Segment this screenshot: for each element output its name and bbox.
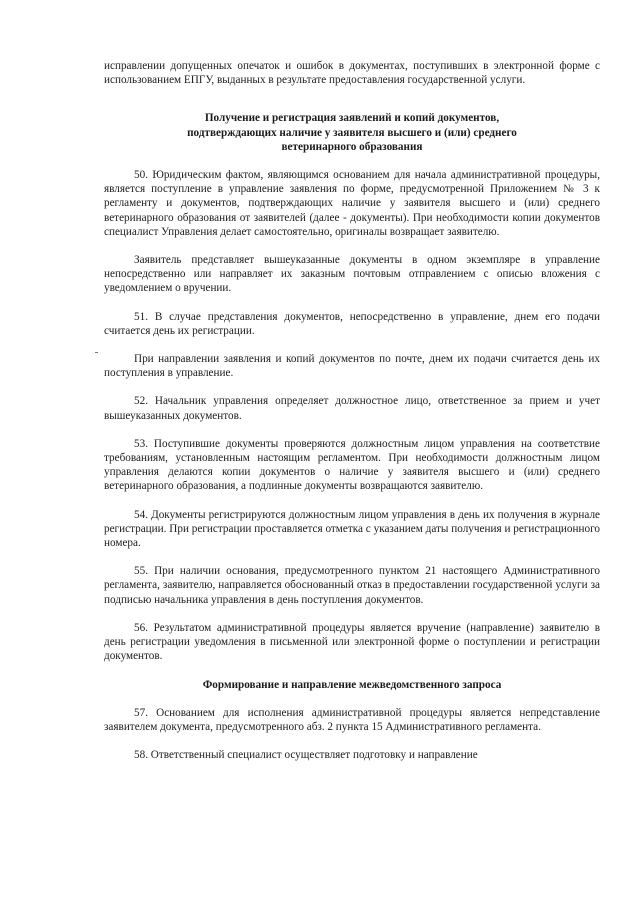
heading-interagency-text: Формирование и направление межведомственного запроса <box>202 678 502 691</box>
paragraph-50-continued: Заявитель представляет вышеуказанные документы в одном экземпляре в управление непосредственно или направляет их заказным почтовым отправлением с описью вложения с уведомлением о вручении. <box>104 254 600 295</box>
section-heading-registration <box>104 111 600 154</box>
paragraph-50: 50. Юридическим фактом, являющимся основанием для начала административной процедуры, является поступление в управление заявления по форме, предусмотренной Приложением № 3 к регламенту и документов, подтверждающих наличие у заявителя высшего и (или) среднего ветеринарного образования от заявителей (далее - документы). При необходимости копии документов специалист Управления делает самостоятельно, оригиналы возвращает заявителю. <box>104 169 600 238</box>
paragraph-53: 53. Поступившие документы проверяются должностным лицом управления на соответствие требованиям, установленным настоящим регламентом. При необходимости должностным лицом управления делаются копии документов о наличие у заявителя высшего и (или) среднего ветеринарного образования, а подлинные документы возвращаются заявителю. <box>104 437 600 493</box>
paragraph-51-continued: При направлении заявления и копий документов по почте, днем их подачи считается день их поступления в управление. <box>104 353 600 380</box>
paragraph-56: 56. Результатом административной процедуры является вручение (направление) заявителю в день регистрации уведомления в письменной или электронной форме о поступлении и регистрации документов. <box>104 621 600 663</box>
paragraph-55: 55. При наличии основания, предусмотренного пунктом 21 настоящего Административного регламента, заявителю, направляется обоснованный отказ в предоставлении государственной услуги за подписью начальника управления в день поступления документов. <box>104 565 600 606</box>
section-heading-interagency <box>104 678 600 692</box>
paragraph-51: 51. В случае представления документов, непосредственно в управление, днем его подачи считается день их регистрации. <box>104 310 600 337</box>
heading-line-1: Получение и регистрация заявлений и копий документов, <box>204 112 500 125</box>
heading-line-2: подтверждающих наличие у заявителя высшего и (или) среднего <box>187 126 517 139</box>
margin-mark <box>95 352 98 353</box>
document-body <box>104 59 600 776</box>
paragraph-intro: исправлении допущенных опечаток и ошибок в документах, поступивших в электронной форме с использованием ЕПГУ, выданных в результате предоставления государственной услуги. <box>104 60 600 87</box>
paragraph-58: 58. Ответственный специалист осуществляет подготовку и направление <box>134 749 478 762</box>
paragraph-57: 57. Основанием для исполнения административной процедуры является непредставление заявителем документа, предусмотренного абз. 2 пункта 15 Административного регламента. <box>104 706 600 733</box>
heading-line-3: ветеринарного образования <box>281 140 423 153</box>
paragraph-54: 54. Документы регистрируются должностным лицом управления в день их получения в журнале регистрации. При регистрации проставляется отметка с указанием даты получения и регистрационного номера. <box>104 508 600 550</box>
paragraph-52: 52. Начальник управления определяет должностное лицо, ответственное за прием и учет вышеуказанных документов. <box>104 395 600 422</box>
